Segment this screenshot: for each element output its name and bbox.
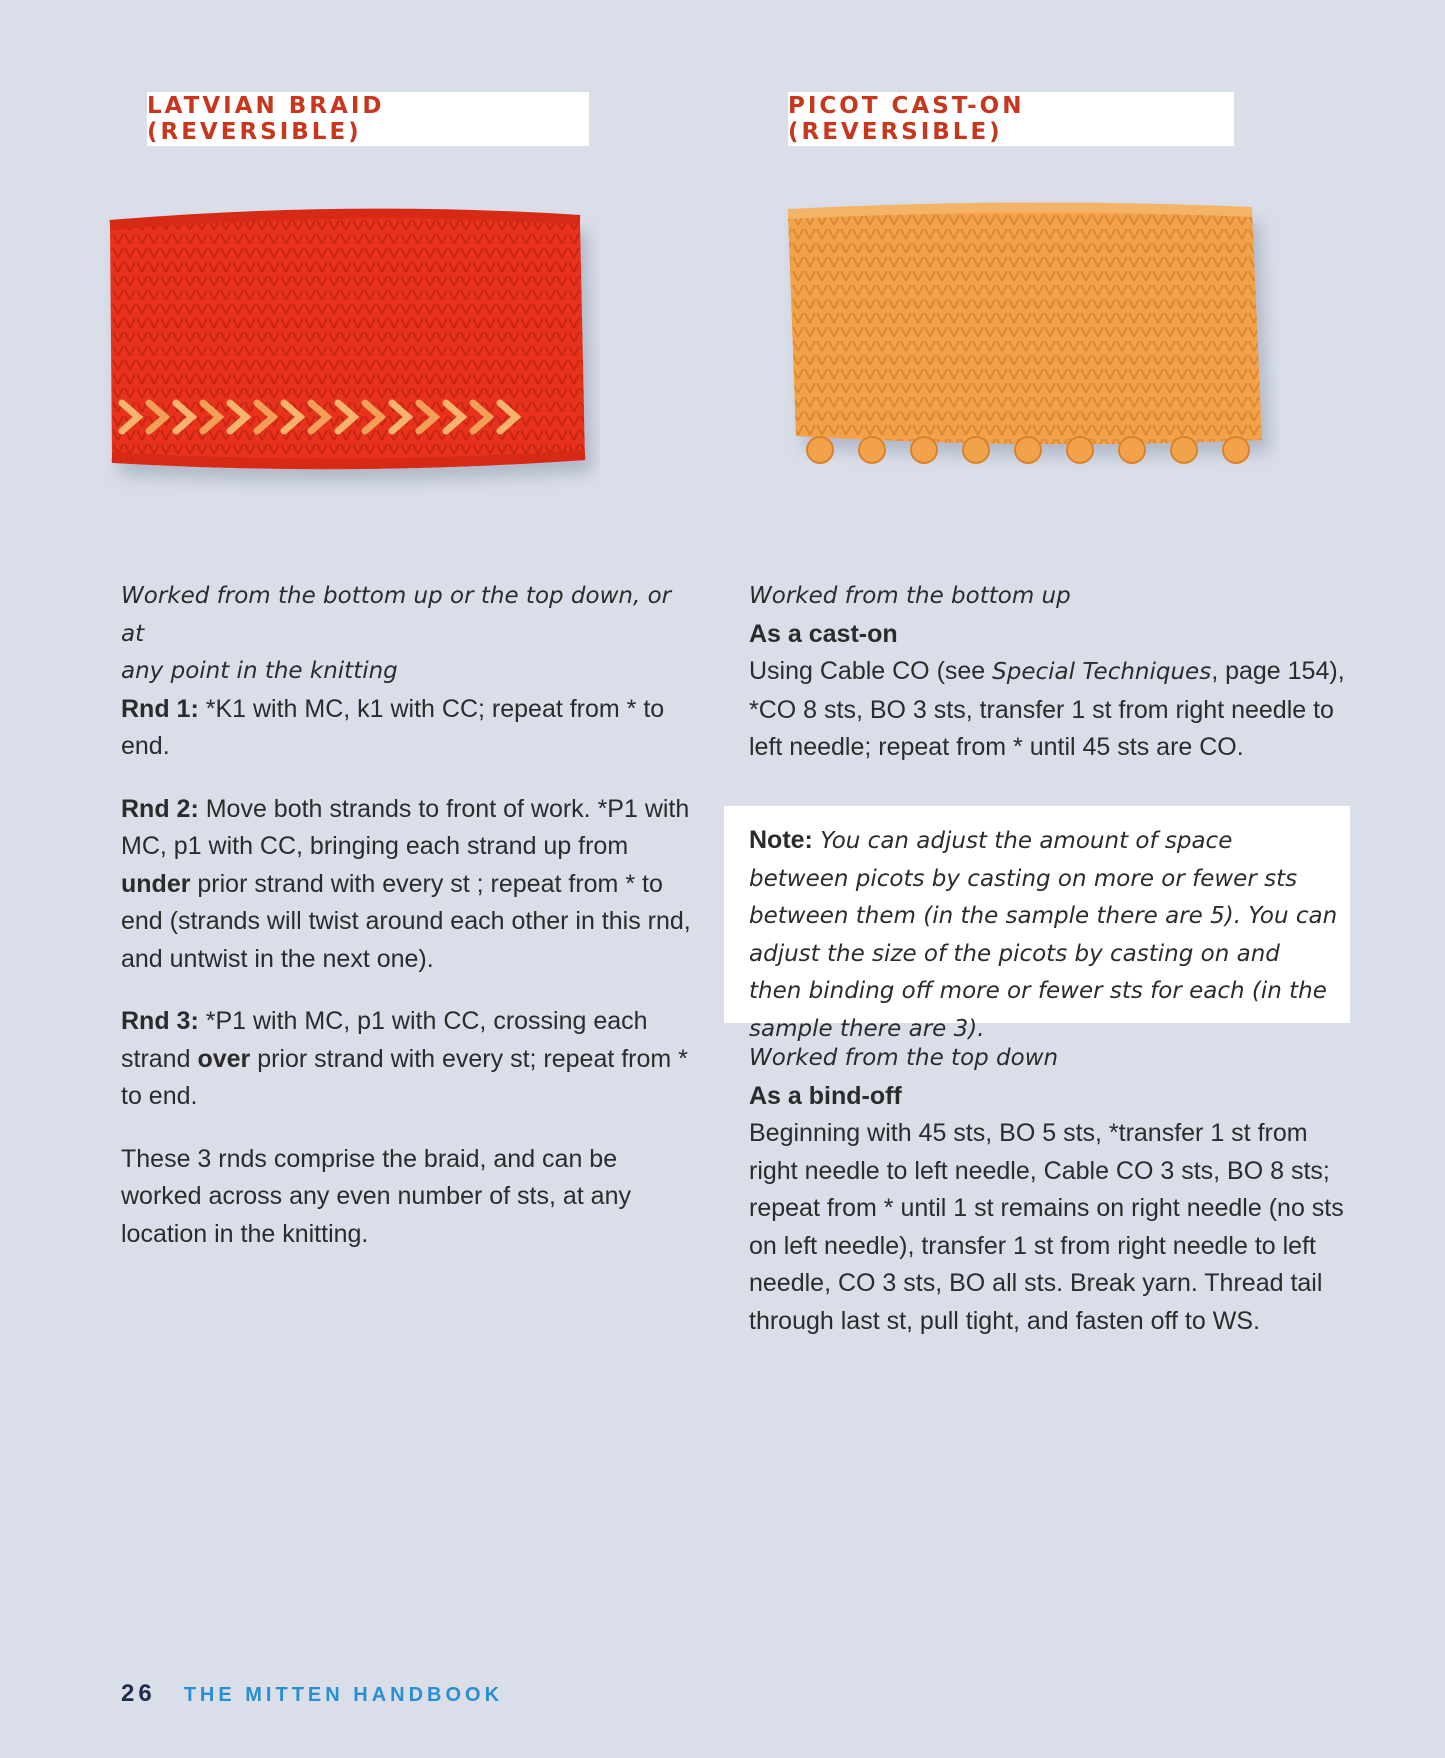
caston-text-a: Using Cable CO (see [749, 657, 993, 685]
rnd2-label: Rnd 2: [121, 794, 199, 823]
picot-loop [1119, 437, 1145, 463]
rnd3-label: Rnd 3: [121, 1007, 199, 1035]
rnd3-paragraph [121, 1003, 701, 1116]
left-intro-line1: Worked from the bottom up or the top down, or at [121, 583, 672, 647]
rnd1-paragraph [121, 691, 701, 766]
rnd3-text-a: *P1 with MC, p1 with CC, crossing each strand [121, 1007, 648, 1073]
picot-loop [1067, 437, 1093, 463]
left-intro-line2: any point in the knitting [121, 658, 398, 684]
page-footer [121, 1680, 503, 1708]
latvian-braid-heading: LATVIAN BRAID (REVERSIBLE) [147, 92, 589, 146]
note-body: You can adjust the amount of space between picots by casting on more or fewer sts between them (in the sample there are 5). You can adjust the size of the picots by casting on and then binding off more or fewer sts for each (in the sample there are 3). [749, 828, 1338, 1042]
picot-cast-on-swatch-image [780, 200, 1280, 520]
right-sub2: Worked from the top down [749, 1045, 1059, 1071]
picot-loop [1171, 437, 1197, 463]
bind-off-paragraph: Beginning with 45 sts, BO 5 sts, *transfer 1 st from right needle to left needle, Cable CO 3 sts, BO 8 sts; repeat from * until 1 st remains on right needle (no sts on left needle), transfer 1 st from right needle to left needle, CO 3 sts, BO all sts. Break yarn. Thread tail through last st, pull tight, and fasten off to WS. [749, 1119, 1344, 1335]
right-sub1-label: As a cast-on [749, 619, 898, 648]
picot-loop [1223, 437, 1249, 463]
note-label: Note: [749, 826, 813, 854]
rnd1-label: Rnd 1: [121, 694, 199, 723]
caston-text-b: , page 154), *CO 8 sts, BO 3 sts, transfer 1 st from right needle to left needle; repeat from * until 45 sts are CO. [749, 657, 1345, 761]
rnd2-paragraph [121, 791, 701, 979]
right-sub2-label: As a bind-off [749, 1081, 902, 1110]
picot-instructions-bottom [749, 1040, 1349, 1340]
picot-cast-on-heading: PICOT CAST-ON (REVERSIBLE) [788, 92, 1234, 146]
rnd3-text-b: prior strand with every st; repeat from * to end. [121, 1044, 688, 1110]
book-title: THE MITTEN HANDBOOK [183, 1684, 504, 1706]
picot-instructions-top [749, 578, 1349, 767]
rnd3-bold: over [197, 1044, 251, 1073]
cast-on-paragraph [749, 653, 1349, 767]
left-closing-paragraph: These 3 rnds comprise the braid, and can be worked across any even number of sts, at any location in the knitting. [121, 1144, 631, 1248]
latvian-braid-swatch-image [100, 205, 600, 505]
picot-loop [807, 437, 833, 463]
picot-loop [859, 437, 885, 463]
rnd1-text: *K1 with MC, k1 with CC; repeat from * to end. [121, 694, 665, 760]
latvian-braid-instructions [121, 578, 701, 1253]
caston-italic: Special Techniques [992, 659, 1212, 685]
rnd2-bold: under [121, 869, 191, 898]
rnd2-text-b: prior strand with every st ; repeat from * to end (strands will twist around each other in this rnd, and untwist in the next one). [121, 869, 691, 973]
right-sub1: Worked from the bottom up [749, 583, 1071, 609]
note-text [749, 822, 1339, 1048]
rnd2-text-a: Move both strands to front of work. *P1 with MC, p1 with CC, bringing each strand up from [121, 794, 690, 860]
page-number: 26 [121, 1680, 156, 1707]
picot-loop [1015, 437, 1041, 463]
picot-loop [911, 437, 937, 463]
picot-loop [963, 437, 989, 463]
